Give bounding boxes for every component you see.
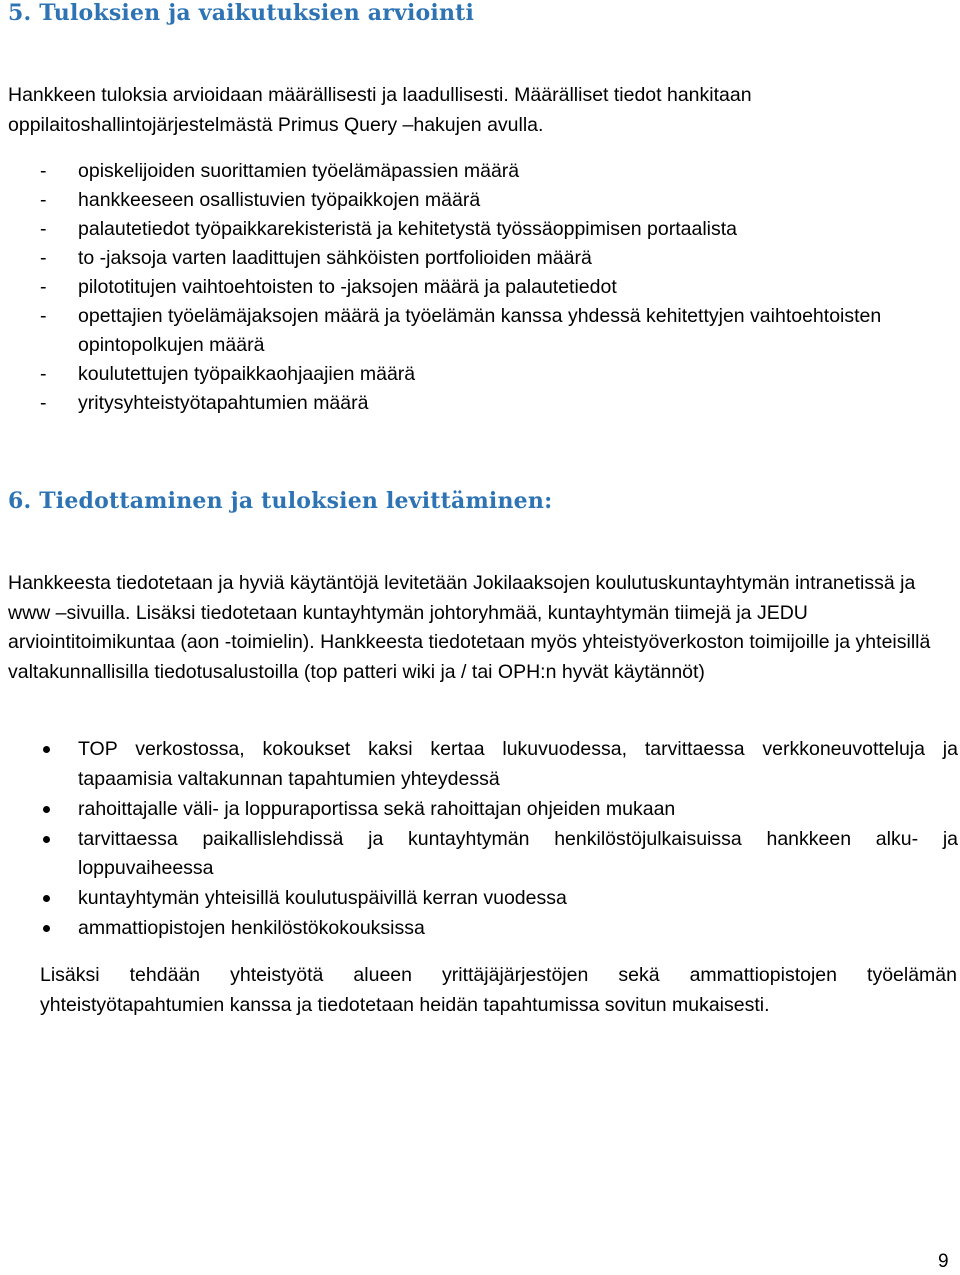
list-item: [40, 273, 940, 302]
list-item: [40, 825, 958, 884]
list-item: [40, 389, 940, 418]
dash-marker: -: [40, 363, 47, 385]
list-item-text: yritysyhteistyötapahtumien määrä: [78, 392, 369, 414]
bullet-icon: [43, 806, 50, 813]
list-item-text: tarvittaessa paikallislehdissä ja kuntayhtymän henkilöstöjulkaisuissa hankkeen alku- ja loppuvaiheessa: [78, 827, 958, 879]
list-item-text: hankkeeseen osallistuvien työpaikkojen määrä: [78, 189, 481, 211]
evaluation-paragraph: Hankkeen tuloksia arvioidaan määrällisesti ja laadullisesti. Määrälliset tiedot hankitaan oppilaitoshallintojärjestelmästä Primus Query –hakujen avulla.: [8, 84, 752, 136]
list-item-text: to -jaksoja varten laadittujen sähköisten portfolioiden määrä: [78, 247, 592, 269]
dash-marker: -: [40, 160, 47, 182]
closing-paragraph: Lisäksi tehdään yhteistyötä alueen yrittäjäjärjestöjen sekä ammattiopistojen työelämän yhteistyötapahtumien kanssa ja tiedotetaan heidän tapahtumissa sovitun mukaisesti.: [40, 964, 957, 1016]
bullet-icon: [43, 746, 50, 753]
list-item: [40, 244, 940, 273]
list-item: [40, 215, 940, 244]
section-6-heading: 6. Tiedottaminen ja tuloksien levittäminen:: [8, 488, 553, 514]
list-item-text: palautetiedot työpaikkarekisteristä ja kehitetystä työssäoppimisen portaalista: [78, 218, 738, 240]
dash-marker: -: [40, 189, 47, 211]
dash-marker: -: [40, 305, 47, 327]
evaluation-metrics-list: [40, 157, 940, 418]
list-item-text: pilototitujen vaihtoehtoisten to -jaksojen määrä ja palautetiedot: [78, 276, 617, 298]
dash-marker: -: [40, 392, 47, 414]
list-item: [40, 795, 958, 825]
list-item: [40, 914, 958, 944]
list-item-text: opettajien työelämäjaksojen määrä ja työelämän kanssa yhdessä kehitettyjen vaihtoehtoisten opintopolkujen määrä: [78, 305, 882, 356]
communication-paragraph: Hankkeesta tiedotetaan ja hyviä käytäntöjä levitetään Jokilaaksojen koulutuskuntayhtymän intranetissä ja www –sivuilla. Lisäksi tiedotetaan kuntayhtymän johtoryhmää, kuntayhtymän tiimejä ja JEDU arviointitoimikuntaa (aon -toimielin). Hankkeesta tiedotetaan myös yhteistyöverkoston toimijoille ja yhteisillä valtakunnallisilla tiedotusalustoilla (top patteri wiki ja / tai OPH:n hyvät käytännöt): [8, 572, 931, 683]
dash-marker: -: [40, 247, 47, 269]
dash-marker: -: [40, 276, 47, 298]
list-item-text: kuntayhtymän yhteisillä koulutuspäivillä kerran vuodessa: [78, 887, 567, 909]
page-number: 9: [938, 1251, 949, 1272]
list-item: [40, 186, 940, 215]
bullet-icon: [43, 925, 50, 932]
list-item: [40, 360, 940, 389]
list-item-text: koulutettujen työpaikkaohjaajien määrä: [78, 363, 416, 385]
list-item: [40, 735, 958, 794]
list-item-text: rahoittajalle väli- ja loppuraportissa sekä rahoittajan ohjeiden mukaan: [78, 797, 676, 820]
communication-channels-list: [40, 735, 958, 944]
dash-marker: -: [40, 218, 47, 240]
list-item: [40, 302, 940, 360]
list-item-text: TOP verkostossa, kokoukset kaksi kertaa lukuvuodessa, tarvittaessa verkkoneuvotteluja ja tapaamisia valtakunnan tapahtumien yhteydessä: [78, 738, 958, 790]
section-5-heading: 5. Tuloksien ja vaikutuksien arviointi: [8, 0, 475, 26]
list-item: [40, 157, 940, 186]
bullet-icon: [43, 836, 50, 843]
list-item-text: opiskelijoiden suorittamien työelämäpassien määrä: [78, 160, 520, 182]
bullet-icon: [43, 895, 50, 902]
list-item-text: ammattiopistojen henkilöstökokouksissa: [78, 917, 425, 939]
list-item: [40, 884, 958, 914]
